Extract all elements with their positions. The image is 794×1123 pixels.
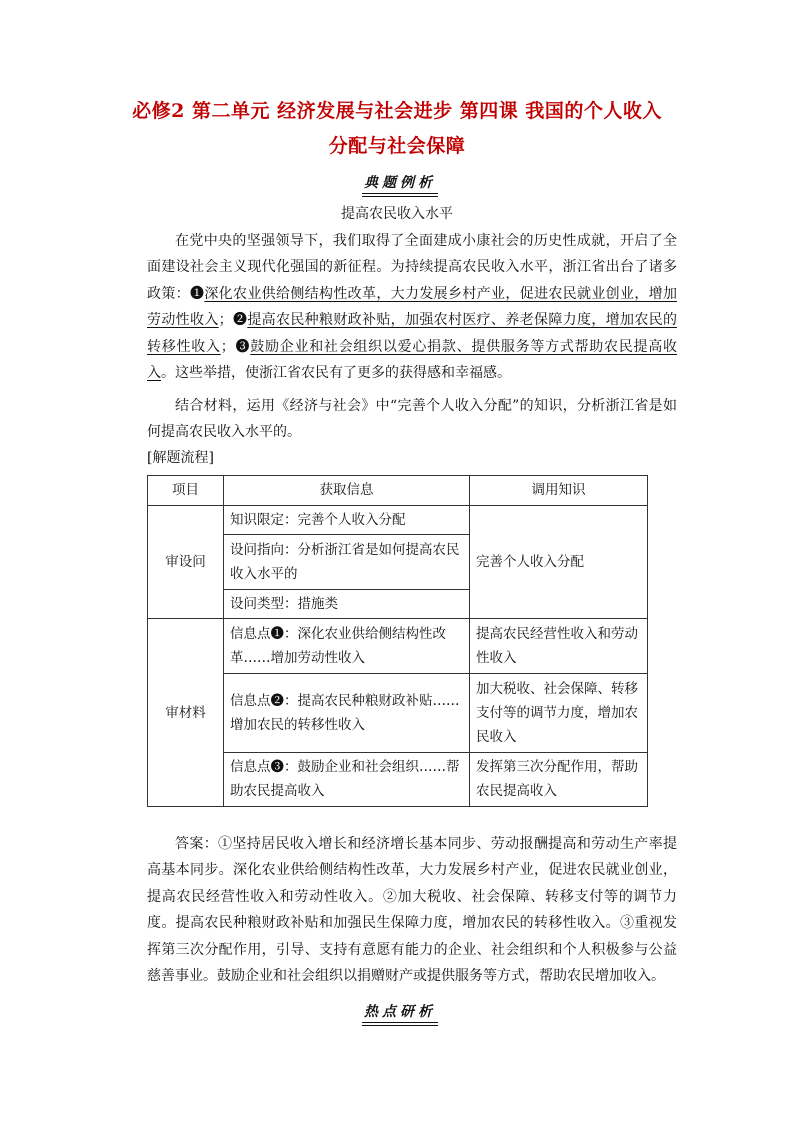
banner-double-rule [362, 193, 438, 197]
info-cell: 设问类型：措施类 [224, 589, 470, 619]
info-cell: 知识限定：完善个人收入分配 [224, 505, 470, 535]
section-banner-text: 典题例析 [364, 175, 436, 191]
section-banner-text: 热点研析 [364, 1004, 436, 1020]
material-text-end: 。这些举措，使浙江省农民有了更多的获得感和幸福感。 [161, 365, 511, 382]
info-cell: 设问指向：分析浙江省是如何提高农民收入水平的 [224, 535, 470, 589]
underlined-policy-2: 提高农民种粮财政补贴，加强农村医疗、养老保障力度，增加农民的转移性收入 [147, 312, 678, 355]
separator: ； [220, 338, 235, 355]
document-title-line-2: 分配与社会保障 [328, 135, 466, 157]
underlined-policy-3: 鼓励企业和社会组织以爱心捐款、提供服务等方式帮助农民提高收入 [147, 338, 678, 382]
marker-2: ❷ [232, 312, 248, 329]
question-paragraph: 结合材料，运用《经济与社会》中“完善个人收入分配”的知识，分析浙江省是如何提高农民收入水平的。 [147, 398, 677, 441]
header-cell: 调用知识 [470, 476, 648, 506]
flow-label: [解题流程] [147, 450, 214, 466]
document-title-line-1: 必修2 第二单元 经济发展与社会进步 第四课 我国的个人收入 [132, 100, 662, 122]
material-text: 在党中央的坚强领导下，我们取得了全面建成小康社会的历史性成就，开启了全面建设社会主义现代化强国的新征程。为持续提高农民收入水平，浙江省出台了诸多政策： [147, 233, 677, 302]
knowledge-cell: 加大税收、社会保障、转移支付等的调节力度，增加农民收入 [470, 673, 648, 752]
marker-3: ❸ [234, 338, 251, 355]
group-name-cell: 审设问 [148, 505, 224, 619]
header-cell: 获取信息 [224, 476, 470, 506]
underlined-policy-1: 深化农业供给侧结构性改革，大力发展乡村产业，促进农民就业创业，增加劳动性收入 [147, 285, 678, 329]
group-name-cell: 审材料 [148, 619, 224, 807]
section-banner-hotspot [350, 1001, 450, 1021]
answer-paragraph: 答案：①坚持居民收入增长和经济增长基本同步、劳动报酬提高和劳动生产率提高基本同步。深化农业供给侧结构性改革，大力发展乡村产业，促进农民就业创业，提高农民经营性收入和劳动性收入。②加大税收、社会保障、转移支付等的调节力度。提高农民种粮财政补贴和加强民生保障力度，增加农民的转移性收入。③重视发挥第三次分配作用，引导、支持有意愿有能力的企业、社会组织和个人积极参与公益慈善事业。鼓励企业和社会组织以捐赠财产或提供服务等方式，帮助农民增加收入。 [147, 836, 677, 985]
table-row [148, 619, 648, 673]
knowledge-cell: 完善个人收入分配 [470, 505, 648, 619]
knowledge-cell: 提高农民经营性收入和劳动性收入 [470, 619, 648, 673]
material-subtitle: 提高农民收入水平 [341, 206, 453, 222]
table-row [148, 505, 648, 535]
solution-flow-table [147, 475, 648, 807]
material-paragraph [147, 228, 677, 386]
info-cell: 信息点❸：鼓励企业和社会组织……帮助农民提高收入 [224, 752, 470, 806]
table-header-row [148, 476, 648, 506]
separator: ； [218, 312, 233, 329]
section-banner-example [350, 172, 450, 192]
info-cell: 信息点❷：提高农民种粮财政补贴……增加农民的转移性收入 [224, 673, 470, 752]
banner-double-rule [362, 1022, 438, 1026]
marker-1: ❶ [190, 285, 205, 302]
header-cell: 项目 [148, 476, 224, 506]
knowledge-cell: 发挥第三次分配作用，帮助农民提高收入 [470, 752, 648, 806]
info-cell: 信息点❶：深化农业供给侧结构性改革……增加劳动性收入 [224, 619, 470, 673]
